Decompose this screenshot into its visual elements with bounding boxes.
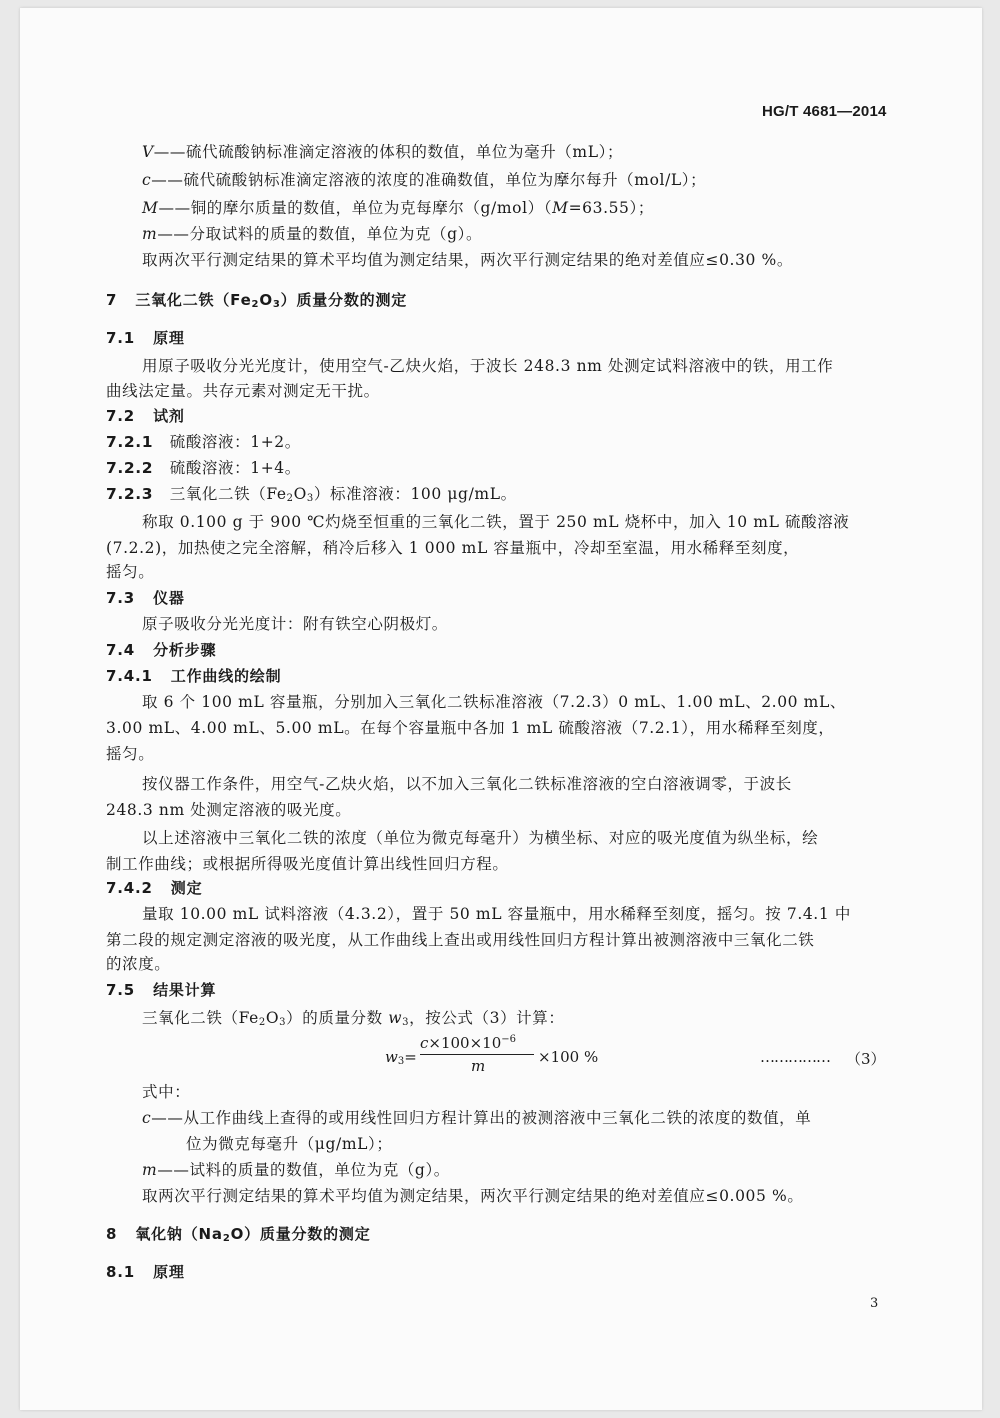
heading-text: ）质量分数的测定 [280, 291, 408, 309]
formula-lhs [385, 1048, 417, 1066]
definition-dash: —— [151, 171, 184, 189]
subsection-title: 测定 [170, 879, 203, 897]
subsection-number: 7.5 [106, 981, 135, 999]
clause-text: 硫酸溶液：1+2。 [169, 433, 301, 451]
subsection-title: 仪器 [153, 589, 185, 607]
subscript: 2 [286, 493, 294, 504]
clause-text: O [293, 485, 307, 503]
paragraph-line: 按仪器工作条件，用空气-乙炔火焰，以不加入三氧化二铁标准溶液的空白溶液调零，于波长 [142, 775, 792, 793]
definition-symbol: m [142, 225, 158, 243]
subsection-heading [106, 328, 185, 348]
heading-text: O [259, 291, 273, 309]
subscript: 2 [258, 1017, 266, 1028]
subsection-heading [106, 406, 185, 426]
paragraph-line: 的浓度。 [106, 955, 171, 973]
subsection-title: 原理 [153, 1263, 185, 1281]
paragraph-line: 3.00 mL、4.00 mL、5.00 mL。在每个容量瓶中各加 1 mL 硫酸溶液（7.2.1），用水稀释至刻度， [106, 719, 835, 737]
formula-denominator: m [471, 1057, 486, 1075]
formula-leader-dots: …………… [760, 1048, 830, 1066]
paragraph-text: O [265, 1009, 280, 1027]
subsection-number: 8.1 [106, 1263, 135, 1281]
paragraph-text: ）的质量分数 [286, 1009, 389, 1027]
clause-text: 三氧化二铁（Fe [169, 485, 287, 503]
definition-symbol: M [142, 199, 159, 217]
symbol: w [388, 1009, 403, 1027]
paragraph-line: 248.3 nm 处测定溶液的吸光度。 [106, 801, 352, 819]
definition-text: 硫代硫酸钠标准滴定溶液的体积的数值，单位为毫升（mL）； [186, 143, 624, 161]
paragraph-text: 三氧化二铁（Fe [142, 1009, 259, 1027]
paragraph-line: 制工作曲线；或根据所得吸光度值计算出线性回归方程。 [106, 855, 509, 873]
superscript: −6 [501, 1034, 517, 1045]
result-note: 取两次平行测定结果的算术平均值为测定结果，两次平行测定结果的绝对差值应≤0.30 %。 [142, 251, 793, 269]
standard-code: HG/T 4681—2014 [762, 103, 887, 120]
definition-item [142, 1108, 811, 1128]
paragraph-line: 用原子吸收分光光度计，使用空气-乙炔火焰，于波长 248.3 nm 处测定试料溶液中的铁，用工作 [142, 357, 834, 375]
section-heading [106, 290, 407, 310]
subsection-number: 7.1 [106, 329, 135, 347]
page-number: 3 [870, 1296, 879, 1311]
definition-symbol: c [142, 171, 152, 189]
paragraph-line: 曲线法定量。共存元素对测定无干扰。 [106, 382, 380, 400]
paragraph-line: 称取 0.100 g 于 900 ℃灼烧至恒重的三氧化二铁，置于 250 mL 烧杯中，加入 10 mL 硫酸溶液 [142, 513, 850, 531]
paragraph-line: 取 6 个 100 mL 容量瓶，分别加入三氧化二铁标准溶液（7.2.3）0 mL、1.00 mL、2.00 mL、 [142, 693, 846, 711]
subsection-heading [106, 1262, 185, 1282]
subsection-title: 结果计算 [153, 981, 217, 999]
formula-equals: = [404, 1048, 417, 1066]
clause-item [106, 484, 517, 504]
definition-dash: —— [158, 199, 191, 217]
clause-number: 7.2.2 [106, 459, 154, 477]
clause-item [106, 432, 301, 452]
clause-number: 7.2.3 [106, 485, 154, 503]
subscript: 2 [222, 1233, 231, 1244]
document-page [20, 8, 982, 1410]
definition-item [142, 198, 654, 218]
subsection-title: 分析步骤 [153, 641, 217, 659]
subscript: 3 [306, 493, 314, 504]
formula-symbol: c [420, 1034, 429, 1052]
formula-tail: ×100 % [538, 1048, 599, 1066]
definition-symbol: m [142, 1161, 158, 1179]
result-note: 取两次平行测定结果的算术平均值为测定结果，两次平行测定结果的绝对差值应≤0.005 %。 [142, 1187, 804, 1205]
definition-dash: —— [151, 1109, 184, 1127]
definition-symbol: V [142, 143, 154, 161]
section-number: 7 [106, 291, 118, 309]
definition-symbol: M [552, 199, 569, 217]
formula-reference: （3） [846, 1050, 886, 1068]
subsection-heading [106, 640, 216, 660]
subsection-number: 7.4 [106, 641, 135, 659]
definition-item [142, 142, 623, 162]
subsection-number: 7.3 [106, 589, 135, 607]
definition-text: 从工作曲线上查得的或用线性回归方程计算出的被测溶液中三氧化二铁的浓度的数值，单 [183, 1109, 812, 1127]
subsection-title: 原理 [153, 329, 185, 347]
clause-text: ）标准溶液：100 μg/mL。 [313, 485, 517, 503]
definition-item [142, 1160, 450, 1180]
paragraph-line: (7.2.2)，加热使之完全溶解，稍冷后移入 1 000 mL 容量瓶中，冷却至室温，用水稀释至刻度， [106, 539, 800, 557]
section-number: 8 [106, 1225, 118, 1243]
where-label: 式中： [142, 1083, 191, 1101]
definition-dash: —— [153, 143, 186, 161]
clause-text: 硫酸溶液：1+4。 [169, 459, 301, 477]
formula-numerator [420, 1034, 516, 1052]
subscript: 3 [402, 1017, 410, 1028]
formula-symbol: w [385, 1048, 398, 1066]
definition-text: 试料的质量的数值，单位为克（g）。 [189, 1161, 450, 1179]
paragraph-line [142, 1008, 565, 1028]
paragraph-line: 摇匀。 [106, 745, 155, 763]
definition-dash: —— [157, 1161, 190, 1179]
fraction-bar [420, 1054, 534, 1055]
definition-text: =63.55）； [568, 199, 654, 217]
subsection-heading [106, 666, 281, 686]
heading-text: O）质量分数的测定 [230, 1225, 371, 1243]
subscript: 3 [279, 1017, 287, 1028]
definition-continuation: 位为微克每毫升（μg/mL）； [186, 1135, 393, 1153]
paragraph-line: 摇匀。 [106, 563, 155, 581]
paragraph-line: 第二段的规定测定溶液的吸光度，从工作曲线上查出或用线性回归方程计算出被测溶液中三氧化二铁 [106, 931, 815, 949]
heading-text: 氧化钠（Na [135, 1225, 223, 1243]
definition-symbol: c [142, 1109, 152, 1127]
definition-text: 铜的摩尔质量的数值，单位为克每摩尔（g/mol）（ [190, 199, 553, 217]
subsection-heading [106, 588, 185, 608]
definition-text: 硫代硫酸钠标准滴定溶液的浓度的准确数值，单位为摩尔每升（mol/L）； [183, 171, 707, 189]
paragraph-line: 原子吸收分光光度计：附有铁空心阴极灯。 [142, 615, 448, 633]
clause-item [106, 458, 301, 478]
subsection-number: 7.4.1 [106, 667, 153, 685]
paragraph-text: ，按公式（3）计算： [409, 1009, 565, 1027]
definition-item [142, 170, 706, 190]
formula-text: ×100×10 [428, 1034, 502, 1052]
definition-dash: —— [157, 225, 190, 243]
subscript: 3 [397, 1056, 405, 1067]
subsection-title: 工作曲线的绘制 [170, 667, 282, 685]
clause-number: 7.2.1 [106, 433, 154, 451]
subsection-heading [106, 878, 202, 898]
subsection-heading [106, 980, 216, 1000]
subscript: 2 [251, 299, 260, 310]
definition-item [142, 224, 482, 244]
definition-text: 分取试料的质量的数值，单位为克（g）。 [189, 225, 483, 243]
paragraph-line: 以上述溶液中三氧化二铁的浓度（单位为微克每毫升）为横坐标、对应的吸光度值为纵坐标，绘 [142, 829, 819, 847]
subsection-title: 试剂 [153, 407, 185, 425]
subscript: 3 [272, 299, 281, 310]
subsection-number: 7.4.2 [106, 879, 153, 897]
subsection-number: 7.2 [106, 407, 135, 425]
heading-text: 三氧化二铁（Fe [135, 291, 252, 309]
section-heading [106, 1224, 371, 1244]
paragraph-line: 量取 10.00 mL 试料溶液（4.3.2），置于 50 mL 容量瓶中，用水稀释至刻度，摇匀。按 7.4.1 中 [142, 905, 851, 923]
